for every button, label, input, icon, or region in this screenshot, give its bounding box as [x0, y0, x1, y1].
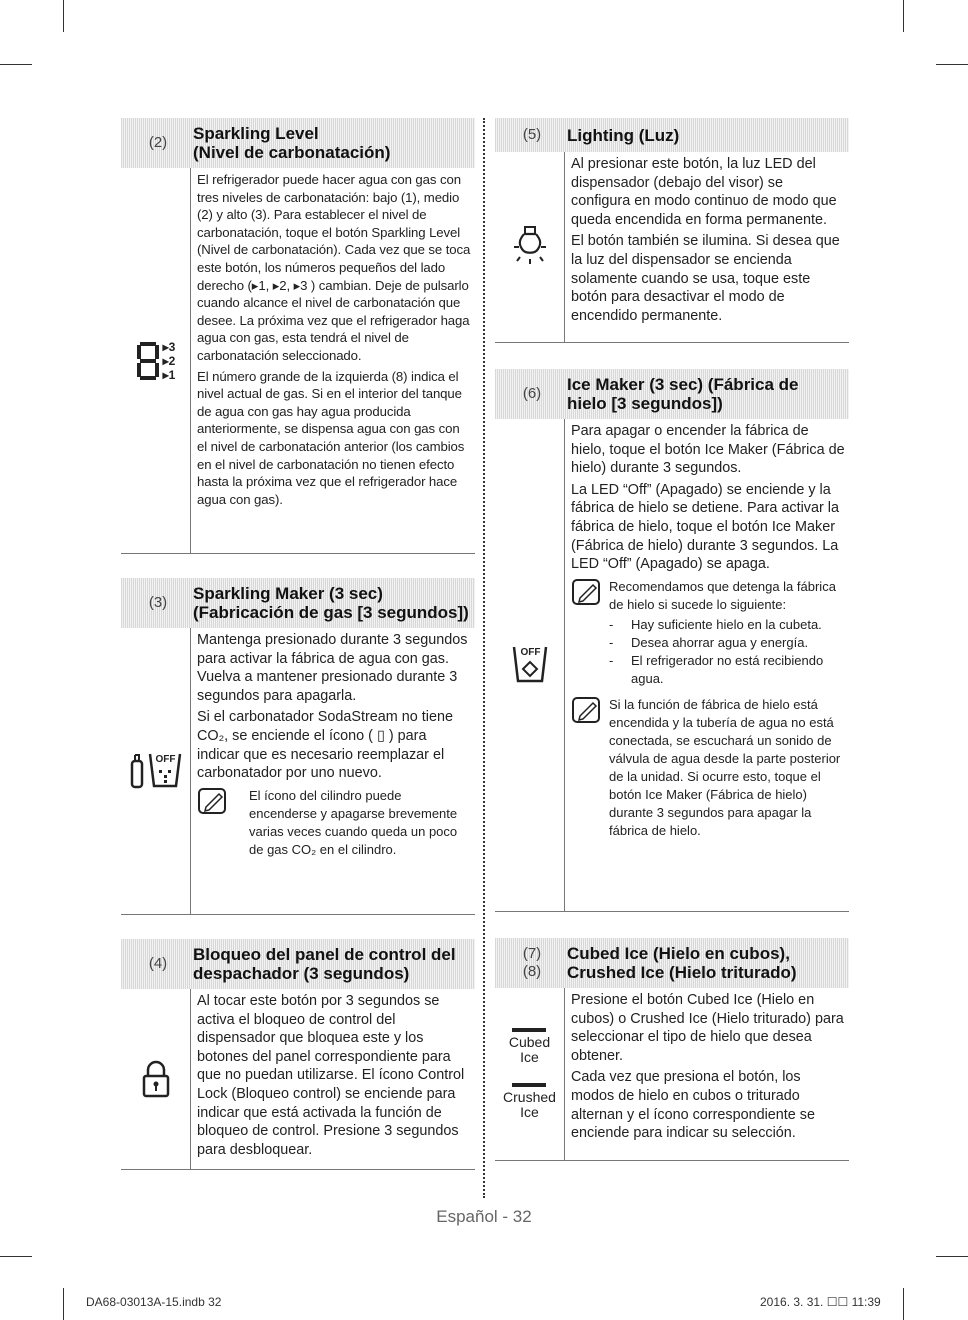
list-item: - Hay suficiente hielo en la cubeta. [609, 616, 845, 634]
paragraph: Al tocar este botón por 3 segundos se activa el bloqueo de control del dispensador que bloquea este y los botones del panel correspondiente para que no puedan utilizarse. El ícono Control Lock (Bloqueo control) se enciende para indicar que está activada la función de bloqueo de control. Presione 3 segundos para desbloquear. [197, 993, 465, 1158]
list-item: - El refrigerador no está recibiendo agua. [609, 652, 845, 688]
section-ice-maker [495, 369, 849, 912]
level-indicator: ▸1 [162, 367, 176, 382]
crop-mark [0, 64, 32, 65]
left-column [121, 118, 475, 1170]
note-icon [571, 578, 601, 606]
crushed-ice-icon [503, 1083, 556, 1120]
crop-mark [936, 1256, 968, 1257]
print-slug-left: DA68-03013A-15.indb 32 [86, 1295, 222, 1309]
section-title: Sparkling Level (Nivel de carbonatación) [193, 124, 391, 162]
note-text: Recomendamos que detenga la fábrica de hielo si sucede lo siguiente: [609, 578, 836, 612]
paragraph: La LED “Off” (Apagado) se enciende y la fábrica de hielo se detiene. Para activar la fábrica de hielo, toque el botón Ice Maker (Fábrica de hielo) durante 3 segundos. La LED “Off” (Apagado) se apaga. [571, 481, 839, 573]
recommendation-list [609, 616, 845, 688]
section-number: (5) [522, 126, 542, 143]
icon-cell [495, 988, 565, 1160]
light-bulb-icon [510, 225, 550, 269]
section-number: (4) [148, 955, 168, 972]
icon-cell [495, 419, 565, 911]
note-text: El ícono del cilindro puede encenderse y apagarse brevemente varias veces cuando queda un poco de gas CO₂ en el cilindro. [249, 787, 458, 857]
icon-label: Cubed Ice [508, 1034, 551, 1065]
sparkling-maker-off-icon [148, 752, 182, 790]
note [197, 787, 471, 859]
section-header [121, 578, 475, 628]
level-indicator: ▸2 [162, 353, 176, 368]
note-text: Si la función de fábrica de hielo está encendida y la tubería de agua no está conectada, se escuchará un sonido de válvula de agua desde la parte posterior de la unidad. Si ocurre esto, toque el botón Ice Maker (Fábrica de hielo) durante 3 segundos para apagar la fábrica de hielo. [609, 696, 841, 838]
ice-maker-off-icon [512, 645, 548, 685]
section-sparkling-maker [121, 578, 475, 915]
sparkling-level-icon [136, 340, 176, 382]
list-item: - Desea ahorrar agua y energía. [609, 634, 845, 652]
level-indicator: ▸3 [162, 339, 176, 354]
paragraph: Cada vez que presiona el botón, los modos de hielo en cubos o triturado alternan y el ícono correspondiente se enciende para indicar su selección. [571, 1069, 815, 1142]
off-label: OFF [155, 754, 176, 765]
crop-mark [63, 1288, 64, 1320]
right-column [495, 118, 849, 1161]
section-number: (2) [148, 134, 168, 151]
section-sparkling-level [121, 118, 475, 554]
paragraph: El número grande de la izquierda (8) indica el nivel actual de gas. Si en el interior del tanque de agua con gas hay agua producida anteriormente, se dispensa agua con gas con el nivel de carbonatación anterior (los cambios en el nivel de carbonatación no tienen efecto hasta la próxima vez que el refrigerador hace agua con gas). [197, 368, 465, 507]
note-icon [197, 787, 241, 815]
note [571, 578, 845, 692]
paragraph: Presione el botón Cubed Ice (Hielo en cubos) o Crushed Ice (Hielo triturado) para seleccionar el tipo de hielo que desea obtener. [571, 992, 844, 1064]
crop-mark [936, 64, 968, 65]
crop-mark [0, 1256, 32, 1257]
lock-icon [141, 1059, 171, 1099]
section-control-lock [121, 939, 475, 1170]
icon-cell [121, 168, 191, 553]
section-lighting [495, 118, 849, 343]
column-divider [483, 118, 485, 1198]
paragraph: El botón también se ilumina. Si desea que la luz del dispensador se encienda solamente cuando se usa, toque este botón para desactivar el modo de encendido permanente. [571, 233, 840, 324]
section-title: Lighting (Luz) [567, 125, 680, 145]
icon-label: Crushed Ice [503, 1089, 556, 1120]
note [571, 696, 845, 840]
section-header [495, 369, 849, 419]
section-title: Ice Maker (3 sec) (Fábrica de hielo [3 segundos]) [567, 375, 799, 413]
crop-mark [903, 0, 904, 32]
paragraph: Si el carbonatador SodaStream no tiene CO₂, se enciende el ícono ( ▯ ) para indicar que es necesario reemplazar el carbonatador por uno nuevo. [197, 709, 453, 782]
section-title: Bloqueo del panel de control del despachador (3 segundos) [193, 945, 456, 983]
icon-cell [121, 628, 191, 914]
section-number: (6) [522, 385, 542, 402]
section-number: (7) (8) [522, 945, 542, 980]
cubed-ice-icon [509, 1028, 550, 1065]
icon-cell [121, 989, 191, 1169]
note-icon [571, 696, 601, 724]
crop-mark [903, 1288, 904, 1320]
section-number: (3) [148, 594, 168, 611]
paragraph: El refrigerador puede hacer agua con gas con tres niveles de carbonatación: bajo (1), medio (2) y alto (3). Para establecer el nivel de carbonatación, toque el botón Sparkling Level (Nivel de carbonatación). Cada vez que se toca este botón, los números pequeños del lado derecho (▸1, ▸2, ▸3 ) cambian. Deje de pulsarlo cuando alcance el nivel de carbonatación que desee. La próxima vez que el refrigerador haga agua con gas, esta tendrá el nivel de carbonatación seleccionado. [197, 172, 471, 363]
page-footer: Español - 32 [436, 1207, 532, 1226]
paragraph: Para apagar o encender la fábrica de hielo, toque el botón Ice Maker (Fábrica de hielo) durante 3 segundos. [571, 423, 845, 477]
icon-cell [495, 152, 565, 342]
section-title: Cubed Ice (Hielo en cubos), Crushed Ice (Hielo triturado) [567, 944, 797, 982]
section-header [495, 938, 849, 988]
paragraph: Al presionar este botón, la luz LED del dispensador (debajo del visor) se configura en modo continuo de modo que queda encendida en forma permanente. [571, 156, 837, 228]
crop-mark [63, 0, 64, 32]
print-slug-right: 2016. 3. 31. ☐☐ 11:39 [760, 1295, 881, 1309]
section-header [495, 118, 849, 152]
section-cubed-crushed-ice [495, 938, 849, 1161]
off-label: OFF [520, 647, 541, 658]
section-header [121, 939, 475, 989]
paragraph: Mantenga presionado durante 3 segundos para activar la fábrica de agua con gas. Vuelva a mantener presionado durante 3 segundos para apagarla. [197, 632, 468, 704]
section-title: Sparkling Maker (3 sec) (Fabricación de gas [3 segundos]) [193, 584, 469, 622]
section-header [121, 118, 475, 168]
co2-cylinder-icon [130, 753, 144, 789]
